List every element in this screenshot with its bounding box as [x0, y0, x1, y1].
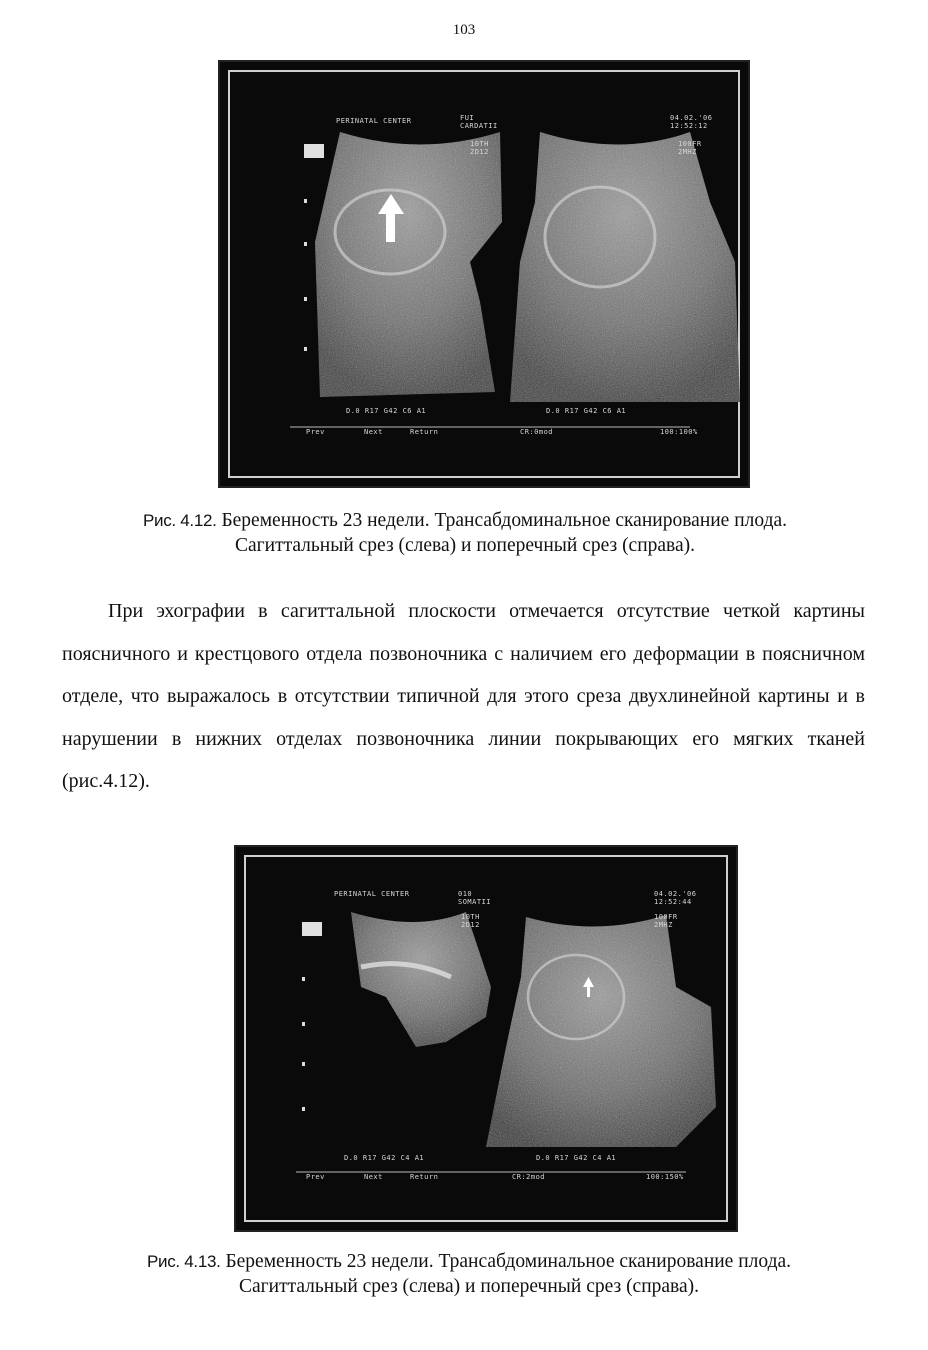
- figure-caption-4-12: [60, 508, 870, 558]
- left-scan-params: D.0 R17 G42 C6 A1: [346, 407, 427, 415]
- zoom-label: 100:150%: [646, 1173, 684, 1181]
- menu-next: Next: [364, 1173, 383, 1181]
- mode-label: CR:2mod: [512, 1173, 546, 1181]
- caption-line-1: [60, 508, 870, 533]
- menu-return: Return: [410, 428, 439, 436]
- right-scan-params: D.0 R17 G42 C4 A1: [536, 1154, 617, 1162]
- caption-line-2: Сагиттальный срез (слева) и поперечный срез (справа).: [238, 1276, 700, 1297]
- menu-prev: Prev: [306, 1173, 325, 1181]
- probe-label: 010 SOMATII: [458, 890, 492, 906]
- left-scan-params: D.0 R17 G42 C4 A1: [344, 1154, 425, 1162]
- figure-label: Рис. 4.13.: [146, 1252, 221, 1271]
- menu-next: Next: [364, 428, 383, 436]
- probe-label: FUI CARDATII: [460, 114, 498, 130]
- caption-line-1: [64, 1249, 874, 1274]
- clinic-label: PERINATAL CENTER: [336, 117, 412, 125]
- body-paragraph: [62, 590, 865, 803]
- page-number: 103: [452, 22, 476, 38]
- ultrasound-figure-4-13: [234, 845, 738, 1232]
- clinic-label: PERINATAL CENTER: [334, 890, 410, 898]
- frequency-label: 100FR 2MHZ: [654, 913, 678, 929]
- caption-text: Беременность 23 недели. Трансабдоминальное сканирование плода.: [220, 1251, 792, 1272]
- date-time-label: 04.02.'06 12:52:12: [670, 114, 713, 130]
- menu-prev: Prev: [306, 428, 325, 436]
- mode-label: CR:0mod: [520, 428, 554, 436]
- zoom-label: 100:100%: [660, 428, 698, 436]
- date-time-label: 04.02.'06 12:52:44: [654, 890, 697, 906]
- figure-caption-4-13: [64, 1249, 874, 1299]
- paragraph-text: При эхографии в сагиттальной плоскости отмечается отсутствие четкой картины поясничного и крестцового отдела позвоночника с наличием его деформации в поясничном отделе, что выражалось в отсутствии типичной для этого среза двухлинейной картины и в нарушении в нижних отделах позвоночника линии покрывающих его мягких тканей (рис.4.12).: [62, 600, 865, 792]
- figure-label: Рис. 4.12.: [142, 511, 217, 530]
- depth-label: 10TH 2D12: [470, 140, 489, 156]
- right-scan-params: D.0 R17 G42 C6 A1: [546, 407, 627, 415]
- depth-label: 10TH 2D12: [461, 913, 480, 929]
- frequency-label: 100FR 2MHZ: [678, 140, 702, 156]
- caption-line-2: Сагиттальный срез (слева) и поперечный срез (справа).: [234, 535, 696, 556]
- caption-text: Беременность 23 недели. Трансабдоминальное сканирование плода.: [216, 510, 788, 531]
- ultrasound-figure-4-12: [218, 60, 750, 488]
- menu-return: Return: [410, 1173, 439, 1181]
